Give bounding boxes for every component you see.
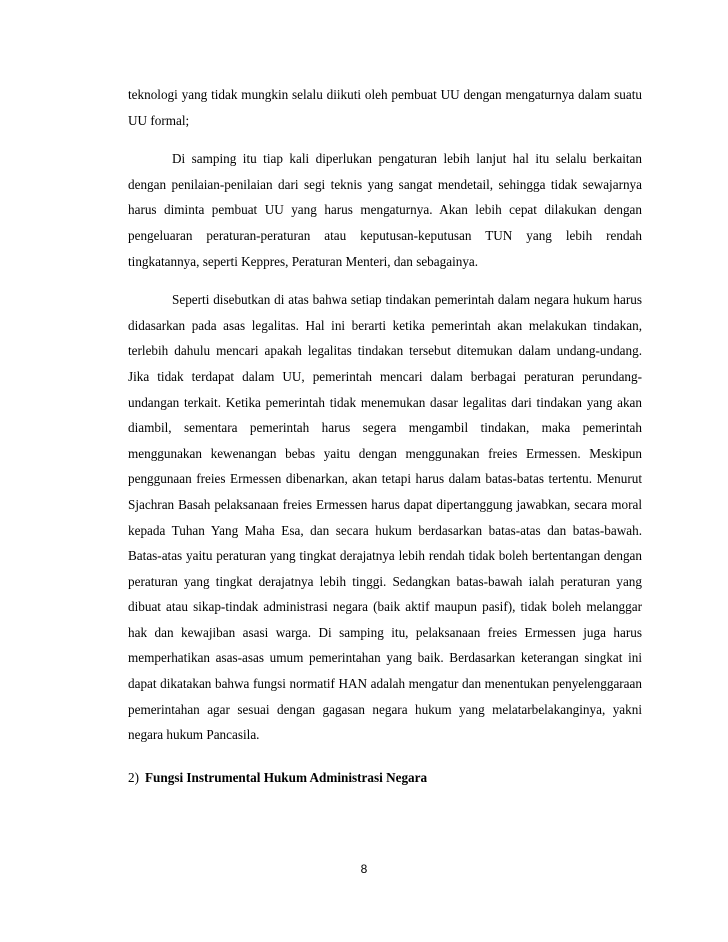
page-number: 8 (360, 862, 368, 876)
paragraph-continuation: teknologi yang tidak mungkin selalu diikuti oleh pembuat UU dengan mengaturnya dalam suatu UU formal; (128, 87, 642, 128)
section-heading (128, 765, 642, 791)
paragraph-technical-regulation: Di samping itu tiap kali diperlukan pengaturan lebih lanjut hal itu selalu berkaitan dengan penilaian-penilaian dari segi teknis yang sangat mendetail, sehingga tidak sewajarnya harus diminta pembuat UU yang harus mengaturnya. Akan lebih cepat dilakukan dengan pengeluaran peraturan-peraturan atau keputusan-keputusan TUN yang lebih rendah tingkatannya, seperti Keppres, Peraturan Menteri, dan sebagainya. (128, 151, 642, 269)
section-title: Fungsi Instrumental Hukum Administrasi Negara (145, 769, 428, 785)
section-number: 2) (128, 769, 139, 785)
document-page (128, 82, 642, 790)
paragraph-legality-principle: Seperti disebutkan di atas bahwa setiap tindakan pemerintah dalam negara hukum harus didasarkan pada asas legalitas. Hal ini berarti ketika pemerintah akan melakukan tindakan, terlebih dahulu mencari apakah legalitas tindakan tersebut ditemukan dalam undang-undang. Jika tidak terdapat dalam UU, pemerintah mencari dalam berbagai peraturan perundang-undangan terkait. Ketika pemerintah tidak menemukan dasar legalitas dari tindakan yang akan diambil, sementara pemerintah harus segera mengambil tindakan, maka pemerintah menggunakan kewenangan bebas yaitu dengan menggunakan freies Ermessen. Meskipun penggunaan freies Ermessen dibenarkan, akan tetapi harus dalam batas-batas tertentu. Menurut Sjachran Basah pelaksanaan freies Ermessen harus dapat dipertanggung jawabkan, secara moral kepada Tuhan Yang Maha Esa, dan secara hukum berdasarkan batas-atas dan batas-bawah. Batas-atas yaitu peraturan yang tingkat derajatnya lebih rendah tidak boleh bertentangan dengan peraturan yang tingkat derajatnya lebih tinggi. Sedangkan batas-bawah ialah peraturan yang dibuat atau sikap-tindak administrasi negara (baik aktif maupun pasif), tidak boleh melanggar hak dan kewajiban asasi warga. Di samping itu, pelaksanaan freies Ermessen juga harus memperhatikan asas-asas umum pemerintahan yang baik. Berdasarkan keterangan singkat ini dapat dikatakan bahwa fungsi normatif HAN adalah mengatur dan menentukan penyelenggaraan pemerintahan agar sesuai dengan gagasan negara hukum yang melatarbelakanginya, yakni negara hukum Pancasila. (128, 292, 642, 743)
